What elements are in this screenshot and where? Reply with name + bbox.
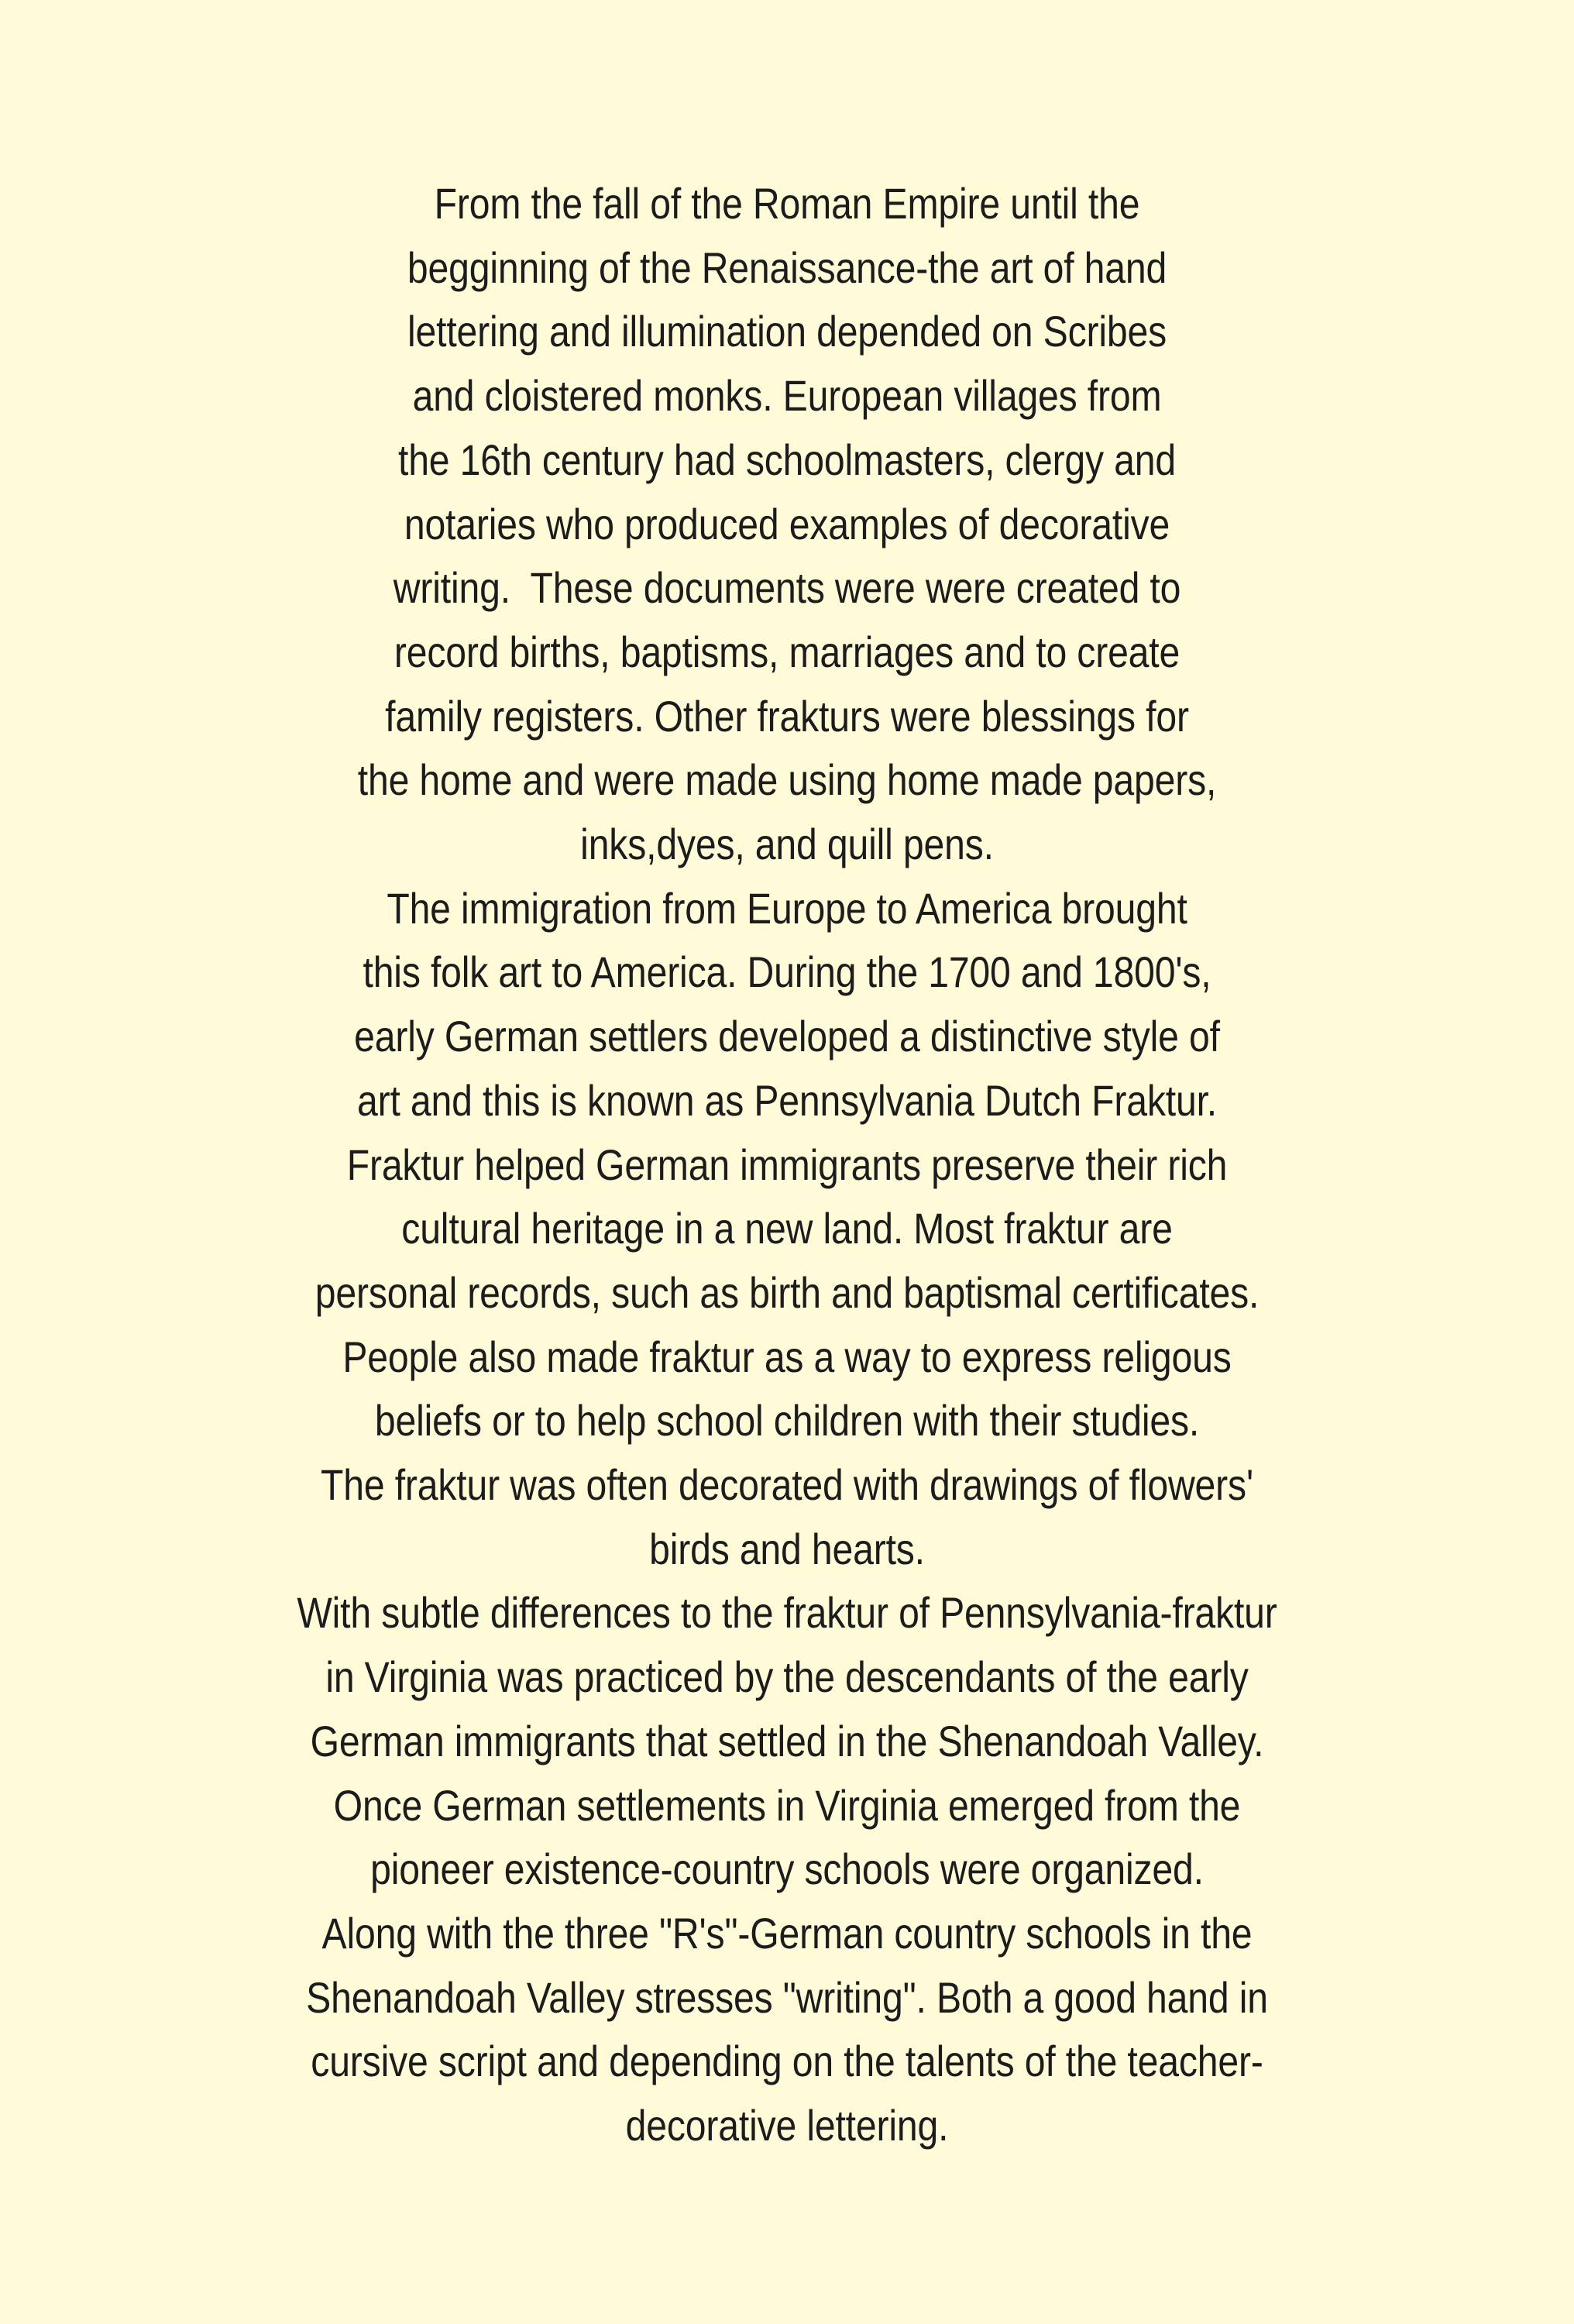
- text-line: From the fall of the Roman Empire until the: [434, 179, 1140, 228]
- text-line: the home and were made using home made papers,: [357, 755, 1217, 805]
- text-line: decorative lettering.: [625, 2101, 949, 2150]
- text-line: inks,dyes, and quill pens.: [580, 820, 994, 869]
- text-line: this folk art to America. During the 1700 and 1800's,: [363, 947, 1211, 997]
- text-line: writing. These documents were were created to: [393, 563, 1181, 613]
- body-text: [110, 172, 1464, 2158]
- text-line: People also made fraktur as a way to express religous: [342, 1332, 1232, 1381]
- text-line: The fraktur was often decorated with drawings of flowers': [321, 1460, 1253, 1510]
- text-line: record births, baptisms, marriages and to create: [394, 627, 1180, 676]
- text-line: pioneer existence-country schools were organized.: [370, 1844, 1204, 1894]
- text-line: family registers. Other frakturs were blessings for: [385, 691, 1189, 741]
- text-line: early German settlers developed a distinctive style of: [354, 1012, 1220, 1061]
- text-line: The immigration from Europe to America brought: [387, 883, 1187, 933]
- text-line: art and this is known as Pennsylvania Dutch Fraktur.: [357, 1075, 1217, 1125]
- text-line: birds and hearts.: [649, 1524, 925, 1573]
- text-line: lettering and illumination depended on Scribes: [407, 307, 1167, 356]
- text-line: Shenandoah Valley stresses "writing". Both a good hand in: [306, 1972, 1268, 2022]
- text-line: Once German settlements in Virginia emerged from the: [333, 1780, 1241, 1830]
- text-line: beliefs or to help school children with their studies.: [374, 1396, 1200, 1446]
- text-line: in Virginia was practiced by the descendants of the early: [325, 1652, 1249, 1702]
- text-line: personal records, such as birth and baptismal certificates.: [314, 1267, 1260, 1317]
- text-line: With subtle differences to the fraktur of Pennsylvania-fraktur: [297, 1588, 1277, 1638]
- text-line: cursive script and depending on the talents of the teacher-: [311, 2037, 1263, 2086]
- text-line: begginning of the Renaissance-the art of hand: [407, 242, 1167, 292]
- text-line: and cloistered monks. European villages from: [412, 371, 1162, 421]
- text-line: Fraktur helped German immigrants preserve their rich: [346, 1140, 1228, 1189]
- text-line: German immigrants that settled in the Shenandoah Valley.: [310, 1716, 1264, 1765]
- text-line: the 16th century had schoolmasters, clergy and: [397, 435, 1177, 484]
- text-line: notaries who produced examples of decorative: [404, 499, 1170, 548]
- text-line: Along with the three "R's"-German country schools in the: [321, 1908, 1253, 1958]
- text-line: cultural heritage in a new land. Most fraktur are: [401, 1204, 1173, 1253]
